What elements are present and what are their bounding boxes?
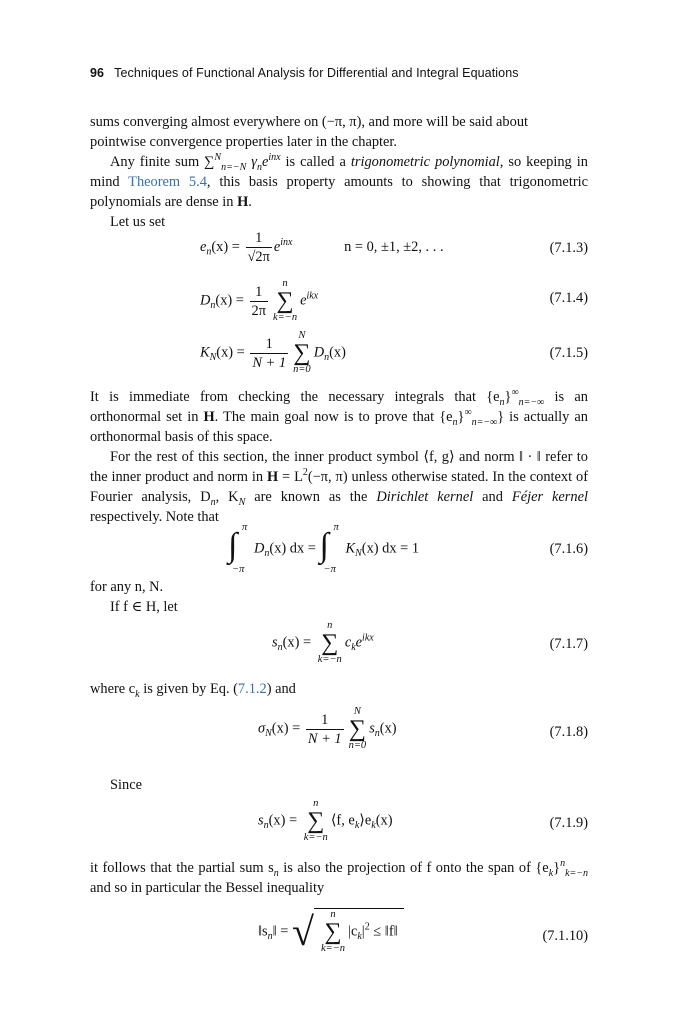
page-number: 96	[90, 66, 105, 80]
eq-label-7-1-8: (7.1.8)	[549, 724, 588, 740]
eq-label-7-1-3: (7.1.3)	[549, 240, 588, 256]
equation-7-1-8: $\sigma_N(x)$ = $\frac{1}{N + 1}$ N ∑ n=0 $s_n(x)$	[258, 706, 397, 751]
p4: For the rest of this section, the inner product symbol ⟨f, g⟩ and norm ‖ · ‖ refer to the inner product and norm in $H = L^2(-\pi$, π) unless otherwise stated. In the context of Fourier analysis, $D_n$, $K_N$ are known as the Dirichlet kernel and Féjer kernel respectively. Note that	[90, 449, 588, 525]
eq-7-1-2-link[interactable]: 7.1.2	[237, 681, 267, 697]
equation-7-1-5: $K_N(x)$ = $\frac{1}{N + 1}$ N ∑ n=0 $D_n(x)$	[200, 330, 346, 375]
equation-7-1-4: $D_n(x)$ = $\frac{1}{2\pi}$ n ∑ k=−n $e^{ikx}$	[200, 278, 319, 323]
equation-7-1-3: $e_n(x)$ = $\frac{1}{√2\pi}$ $e^{inx}$ n = 0, ±1, ±2, . . .	[200, 230, 444, 265]
equation-7-1-9: $s_n(x)$ = n ∑ k=−n ⟨f, $e_k⟩e_k(x)$	[258, 798, 393, 843]
term-fejer-kernel: Féjer kernel	[511, 489, 588, 505]
eq-label-7-1-10: (7.1.10)	[542, 928, 588, 944]
since: Since	[110, 777, 142, 793]
square-root: √ n ∑ k=−n $|c_k|^2$ ≤ ‖f‖	[292, 908, 404, 955]
body-paragraphs	[90, 387, 588, 527]
for-any-block	[90, 577, 588, 617]
p1-line2: pointwise convergence properties later in the chapter.	[90, 134, 398, 150]
eq-label-7-1-7: (7.1.7)	[549, 636, 588, 652]
equation-7-1-10: $‖s_n‖$ = √ n ∑ k=−n $|c_k|^2$ ≤ ‖f‖	[258, 908, 404, 955]
let-us-set: Let us set	[110, 214, 166, 230]
eq-label-7-1-4: (7.1.4)	[549, 290, 588, 306]
intro-paragraphs	[90, 112, 588, 232]
equation-7-1-7: $s_n(x)$ = n ∑ k=−n $c_ke^{ikx}$	[272, 620, 374, 665]
p1-line1: sums converging almost everywhere on (−π, π), and more will be said about	[90, 114, 529, 130]
inline-sum: ∑$^N_{n=-N}$ $\gamma_ne^{inx}$	[204, 152, 281, 173]
eq-label-7-1-9: (7.1.9)	[549, 815, 588, 831]
equation-7-1-6: ∫ π −π $D_n(x)$ dx = ∫ π −π $K_N(x)$ dx = 1	[228, 522, 420, 575]
p5: it follows that the partial sum $s_n$ is also the projection of f onto the span of $\{e_k\}^n_{k=-n}$ and so in particular the Bessel inequality	[90, 858, 588, 896]
term-trig-polynomial: trigonometric polynomial,	[350, 154, 504, 170]
integral-sign: ∫ π −π	[228, 522, 248, 575]
eq-label-7-1-5: (7.1.5)	[549, 345, 588, 361]
p2: Any finite sum ∑$^N_{n=-N}$ $\gamma_ne^{inx}$ is called a trigonometric polynomial, so keeping in mind Theorem 5.4, this basis property amounts to showing that trigonometric polynomials are dense in H.	[90, 152, 588, 210]
if-f: If f ∈ H, let	[110, 599, 178, 615]
p3: It is immediate from checking the necessary integrals that $\{e_n\}^\infty_{n=-\infty}$ is an orthonormal set in H. The main goal now is to prove that $\{e_n\}^\infty_{n=-\infty}$} is actually an orthonormal basis of this space.	[90, 387, 588, 445]
integral-sign: ∫ π −π	[319, 522, 339, 575]
for-any: for any n, N.	[90, 579, 164, 595]
term-dirichlet-kernel: Dirichlet kernel	[376, 489, 474, 505]
theorem-link[interactable]: Theorem 5.4	[128, 174, 207, 190]
eq-label-7-1-6: (7.1.6)	[549, 541, 588, 557]
eq-condition: n = 0, ±1, ±2, . . .	[344, 238, 444, 255]
where-ck: where $c_k$ is given by Eq. (7.1.2) and	[90, 681, 296, 700]
running-header	[90, 66, 519, 80]
running-title: Techniques of Functional Analysis for Differential and Integral Equations	[114, 66, 519, 80]
